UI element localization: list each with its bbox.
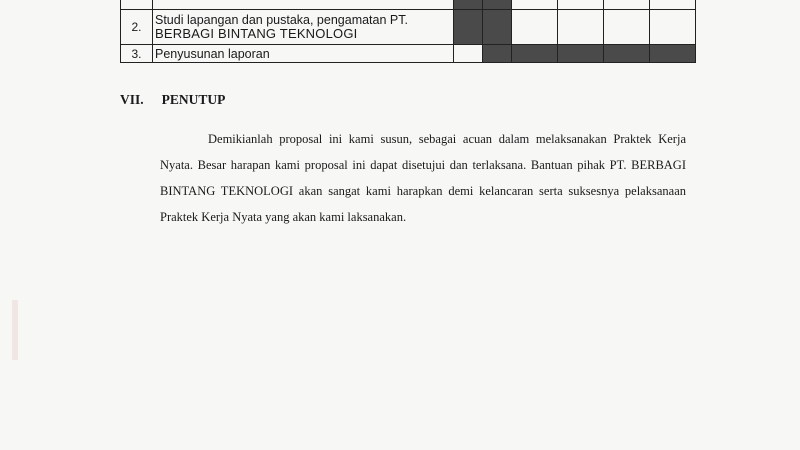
table-row [121, 10, 696, 45]
section-heading [120, 92, 225, 108]
week-cell [650, 0, 696, 10]
paragraph-text: Demikianlah proposal ini kami susun, sebagai acuan dalam melaksanakan Praktek Kerja Nyata. Besar harapan kami proposal ini dapat disetujui dan terlaksana. Bantuan pihak PT. BERBAGI BINTANG TEKNOLOGI akan sangat kami harapkan demi kelancaran serta suksesnya pelaksanaan Praktek Kerja Nyata yang akan kami laksanakan. [160, 132, 686, 224]
week-cell [483, 10, 512, 45]
week-cell [454, 10, 483, 45]
section-number: VII. [120, 92, 144, 107]
table-row [121, 45, 696, 63]
week-cell [483, 0, 512, 10]
activity-cell [153, 0, 454, 10]
schedule-table [120, 0, 696, 63]
week-cell [650, 10, 696, 45]
row-number [121, 0, 153, 10]
week-cell [512, 45, 558, 63]
week-cell [454, 45, 483, 63]
activity-text-company: BERBAGI BINTANG TEKNOLOGI [155, 26, 358, 41]
activity-cell: Penyusunan laporan [153, 45, 454, 63]
week-cell [604, 10, 650, 45]
week-cell [558, 0, 604, 10]
closing-paragraph [160, 126, 686, 230]
row-number: 3. [121, 45, 153, 63]
table-row [121, 0, 696, 10]
week-cell [604, 45, 650, 63]
activity-text: Studi lapangan dan pustaka, pengamatan PT. [155, 13, 408, 27]
week-cell [650, 45, 696, 63]
week-cell [483, 45, 512, 63]
week-cell [604, 0, 650, 10]
week-cell [512, 0, 558, 10]
activity-cell [153, 10, 454, 45]
week-cell [558, 45, 604, 63]
row-number: 2. [121, 10, 153, 45]
scan-artifact [12, 300, 18, 360]
section-title: PENUTUP [161, 92, 226, 107]
week-cell [512, 10, 558, 45]
week-cell [454, 0, 483, 10]
week-cell [558, 10, 604, 45]
